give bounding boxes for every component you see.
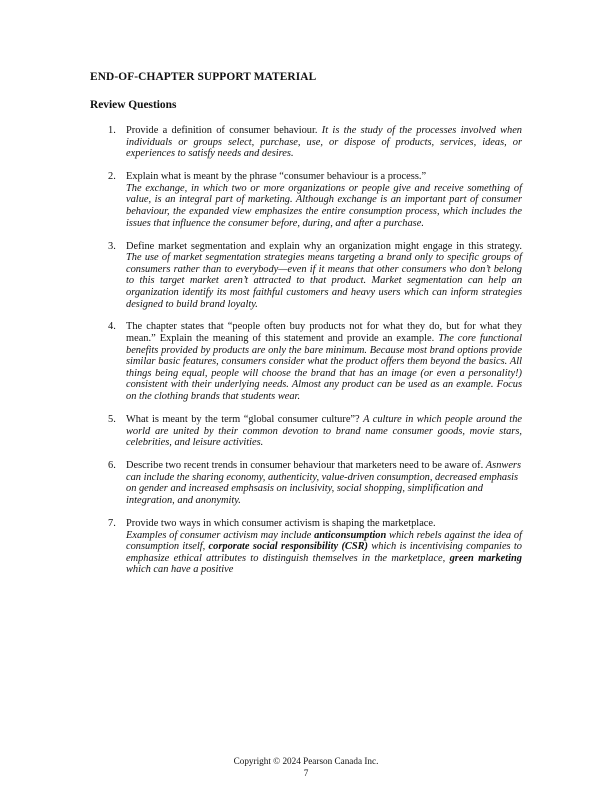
term-anticonsumption: anticonsumption [314, 529, 387, 541]
term-csr: corporate social responsibility (CSR) [208, 541, 369, 553]
question-item [108, 414, 522, 449]
answer-text: The exchange, in which two or more organizations or people give and receive something of value, is an integral part of marketing. Although exchange is an important part of consumer behaviour, the expanded view emphasizes the entire consumption process, which includes the issues that influence the consumer before, during, and after a purchase. [126, 182, 522, 229]
question-item [108, 241, 522, 311]
question-text: Define market segmentation and explain why an organization might engage in this strategy. [126, 240, 522, 252]
question-number: 5. [108, 414, 116, 426]
question-text: Provide a definition of consumer behaviour. [126, 125, 318, 136]
term-green-marketing: green marketing [449, 552, 523, 564]
chapter-heading: END-OF-CHAPTER SUPPORT MATERIAL [90, 71, 317, 83]
copyright-footer: Copyright © 2024 Pearson Canada Inc. [233, 756, 379, 766]
question-number: 2. [108, 171, 116, 183]
question-number: 4. [108, 321, 116, 333]
question-text: Explain what is meant by the phrase “consumer behaviour is a process.” [126, 171, 427, 183]
question-item [108, 460, 522, 506]
question-body [126, 414, 522, 449]
question-body [126, 518, 522, 576]
answer-text: The use of market segmentation strategies means targeting a brand only to specific groups of consumers rather than to everybody—even if it means that other consumers who don’t belong to this target market aren’t attracted to that product. Market segmentation can help an organization identify its most faithful customers and heavy users which can inform strategies designed to build brand loyalty. [126, 252, 522, 310]
question-text: Describe two recent trends in consumer behaviour that marketers need to be aware of. [126, 460, 484, 472]
question-text: The chapter states that “people often buy products not for what they do, but for what they mean.” Explain the meaning of this statement and provide an example. [126, 321, 522, 345]
question-item [108, 171, 522, 229]
question-number: 3. [108, 240, 116, 252]
question-item [108, 518, 522, 576]
answer-segment: which is incentivising companies to emphasize ethical attributes to distinguish themselves in the marketplace, [126, 541, 522, 564]
section-heading: Review Questions [90, 99, 177, 111]
question-text: What is meant by the term “global consumer culture”? [126, 414, 360, 426]
question-body [126, 125, 522, 160]
question-item [108, 321, 522, 402]
question-item [108, 125, 522, 160]
question-body [126, 460, 522, 506]
answer-segment: which can have a positive [126, 564, 234, 576]
answer-segment: which rebels against the idea of consumption itself, [126, 529, 522, 553]
answer-text: It is the study of the processes involved when individuals or groups select, purchase, use, or dispose of products, services, ideas, or experiences to satisfy needs and desires. [126, 125, 523, 160]
answer-text: A culture in which people around the world are united by their common devotion to brand name consumer goods, movie stars, celebrities, and leisure activities. [126, 414, 522, 449]
question-text: Provide two ways in which consumer activism is shaping the marketplace. [126, 517, 436, 529]
question-body [126, 171, 522, 229]
review-questions-list [108, 125, 522, 587]
answer-text: Asnwers can include the sharing economy, authenticity, value-driven consumption, decreased emphasis on gender and increased emphsasis on inclusivity, social shopping, simplification and integration, and anonymity. [126, 460, 522, 506]
question-number: 6. [108, 460, 116, 472]
answer-text: The core functional benefits provided by products are only the bare minimum. Because most brand options provide similar basic features, consumers consider what the product offers them beyond the basics. All things being equal, people will choose the brand that has an image (or even a personality!) consistent with their underlying needs. Almost any product can be used as an example. Focus on the clothing brands that students wear. [126, 333, 522, 403]
answer-text [126, 530, 522, 576]
question-number: 1. [108, 125, 116, 136]
question-number: 7. [108, 517, 116, 529]
question-body [126, 321, 522, 402]
page-number: 7 [303, 768, 309, 778]
question-body [126, 241, 522, 311]
answer-segment: Examples of consumer activism may include [126, 529, 315, 541]
